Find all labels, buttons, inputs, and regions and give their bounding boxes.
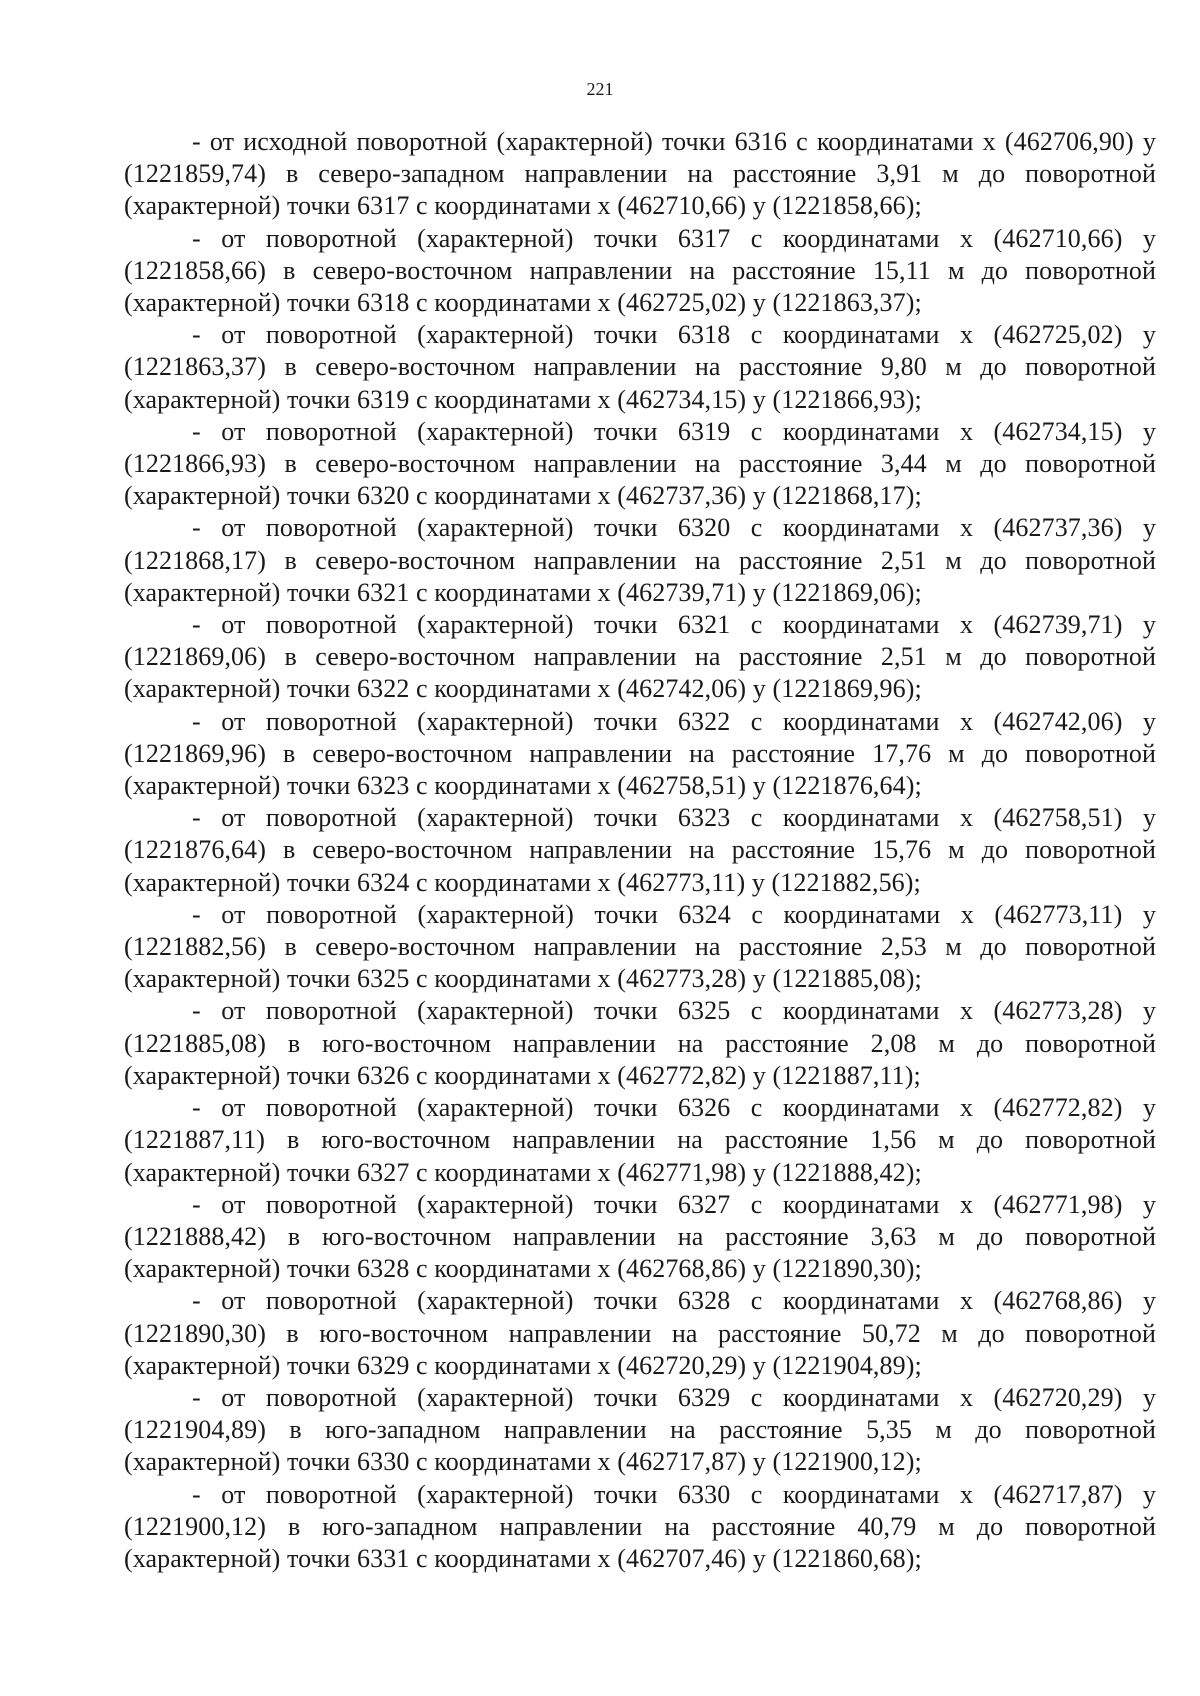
paragraph-point-6317: - от поворотной (характерной) точки 6317 с координатами x (462710,66) y (1221858,66) в северо-восточном направлении на расстояние 15,11 м до поворотной (характерной) точки 6318 с координатами x (462725,02) y (1221863,37);	[124, 223, 1156, 318]
paragraph-point-6321: - от поворотной (характерной) точки 6321 с координатами x (462739,71) y (1221869,06) в северо-восточном направлении на расстояние 2,51 м до поворотной (характерной) точки 6322 с координатами x (462742,06) y (1221869,96);	[124, 610, 1156, 704]
page-number: 221	[586, 79, 614, 99]
document-body	[124, 126, 1156, 1575]
paragraph-point-6322: - от поворотной (характерной) точки 6322 с координатами x (462742,06) y (1221869,96) в северо-восточном направлении на расстояние 17,76 м до поворотной (характерной) точки 6323 с координатами x (462758,51) y (1221876,64);	[124, 706, 1156, 801]
paragraph-point-6330: - от поворотной (характерной) точки 6330 с координатами x (462717,87) y (1221900,12) в юго-западном направлении на расстояние 40,79 м до поворотной (характерной) точки 6331 с координатами x (462707,46) y (1221860,68);	[124, 1479, 1156, 1573]
paragraph-point-6320: - от поворотной (характерной) точки 6320 с координатами x (462737,36) y (1221868,17) в северо-восточном направлении на расстояние 2,51 м до поворотной (характерной) точки 6321 с координатами x (462739,71) y (1221869,06);	[124, 513, 1156, 607]
paragraph-point-6318: - от поворотной (характерной) точки 6318 с координатами x (462725,02) y (1221863,37) в северо-восточном направлении на расстояние 9,80 м до поворотной (характерной) точки 6319 с координатами x (462734,15) y (1221866,93);	[124, 320, 1156, 414]
paragraph-point-6325: - от поворотной (характерной) точки 6325 с координатами x (462773,28) y (1221885,08) в юго-восточном направлении на расстояние 2,08 м до поворотной (характерной) точки 6326 с координатами x (462772,82) y (1221887,11);	[124, 996, 1156, 1090]
paragraph-point-6323: - от поворотной (характерной) точки 6323 с координатами x (462758,51) y (1221876,64) в северо-восточном направлении на расстояние 15,76 м до поворотной (характерной) точки 6324 с координатами x (462773,11) y (1221882,56);	[124, 803, 1156, 897]
paragraph-point-6327: - от поворотной (характерной) точки 6327 с координатами x (462771,98) y (1221888,42) в юго-восточном направлении на расстояние 3,63 м до поворотной (характерной) точки 6328 с координатами x (462768,86) y (1221890,30);	[124, 1189, 1156, 1284]
paragraph-point-6316: - от исходной поворотной (характерной) точки 6316 с координатами x (462706,90) y (1221859,74) в северо-западном направлении на расстояние 3,91 м до поворотной (характерной) точки 6317 с координатами x (462710,66) y (1221858,66);	[124, 127, 1156, 221]
paragraph-point-6329: - от поворотной (характерной) точки 6329 с координатами x (462720,29) y (1221904,89) в юго-западном направлении на расстояние 5,35 м до поворотной (характерной) точки 6330 с координатами x (462717,87) y (1221900,12);	[124, 1382, 1156, 1477]
paragraph-point-6328: - от поворотной (характерной) точки 6328 с координатами x (462768,86) y (1221890,30) в юго-восточном направлении на расстояние 50,72 м до поворотной (характерной) точки 6329 с координатами x (462720,29) y (1221904,89);	[124, 1286, 1156, 1380]
paragraph-point-6326: - от поворотной (характерной) точки 6326 с координатами x (462772,82) y (1221887,11) в юго-восточном направлении на расстояние 1,56 м до поворотной (характерной) точки 6327 с координатами x (462771,98) y (1221888,42);	[124, 1093, 1156, 1187]
paragraph-point-6324: - от поворотной (характерной) точки 6324 с координатами x (462773,11) y (1221882,56) в северо-восточном направлении на расстояние 2,53 м до поворотной (характерной) точки 6325 с координатами x (462773,28) y (1221885,08);	[124, 899, 1156, 994]
paragraph-point-6319: - от поворотной (характерной) точки 6319 с координатами x (462734,15) y (1221866,93) в северо-восточном направлении на расстояние 3,44 м до поворотной (характерной) точки 6320 с координатами x (462737,36) y (1221868,17);	[124, 416, 1156, 511]
